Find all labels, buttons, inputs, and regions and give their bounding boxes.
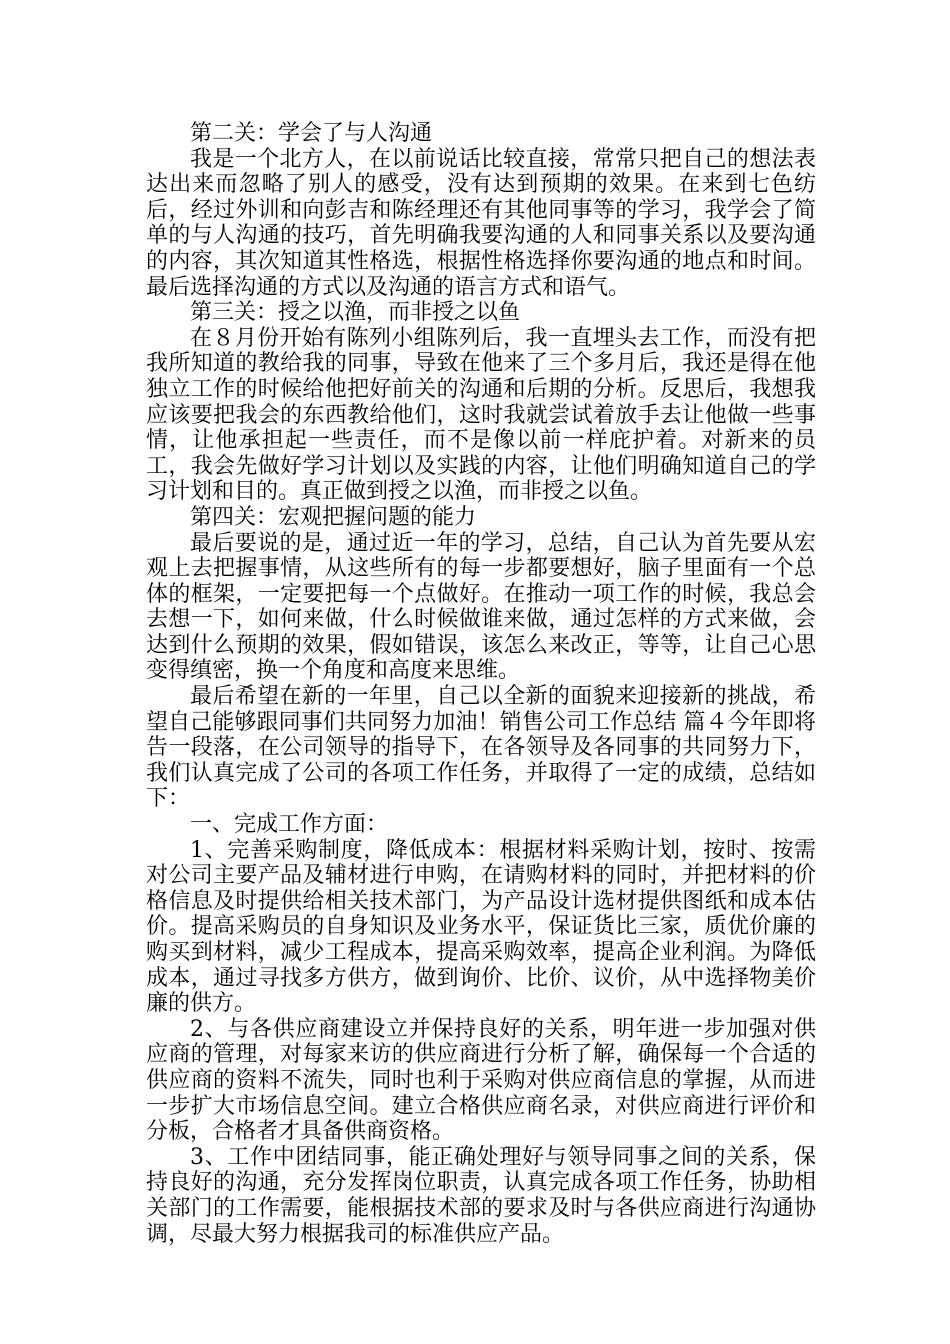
section-heading-2: 第二关：学会了与人沟通 bbox=[190, 121, 433, 146]
section-heading-4: 第四关：宏观把握问题的能力 bbox=[190, 504, 477, 530]
document-body bbox=[146, 121, 816, 1247]
paragraph-closing: 最后希望在新的一年里，自己以全新的面貌来迎接新的挑战，希望自己能够跟同事们共同努力加油！销售公司工作总结 篇４今年即将告一段落，在公司领导的指导下，在各领导及各同事的共同努力下，我们认真完成了公司的各项工作任务，并取得了一定的成绩，总结如下： bbox=[146, 684, 816, 812]
section-heading-3: 第三关：授之以渔，而非授之以鱼 bbox=[190, 300, 521, 326]
paragraph-teaching: 在８月份开始有陈列小组陈列后，我一直埋头去工作，而没有把我所知道的教给我的同事，导致在他来了三个多月后，我还是得在他独立工作的时候给他把好前关的沟通和后期的分析。反思后，我想我应该要把我会的东西教给他们，这时我就尝试着放手去让他做一些事情，让他承担起一些责任，而不是像以前一样庇护着。对新来的员工，我会先做好学习计划以及实践的内容，让他们明确知道自己的学习计划和目的。真正做到授之以渔，而非授之以鱼。 bbox=[146, 325, 816, 505]
paragraph-macro: 最后要说的是，通过近一年的学习，总结，自己认为首先要从宏观上去把握事情，从这些所有的每一步都要想好，脑子里面有一个总体的框架，一定要把每一个点做好。在推动一项工作的时候，我总会去想一下，如何来做，什么时候做谁来做，通过怎样的方式来做，会达到什么预期的效果，假如错误，该怎么来改正，等等，让自己心思变得缜密，换一个角度和高度来思维。 bbox=[146, 530, 816, 684]
list-item-2: 2、与各供应商建设立并保持良好的关系，明年进一步加强对供应商的管理，对每家来访的供应商进行分析了解，确保每一个合适的供应商的资料不流失，同时也利于采购对供应商信息的掌握，从而进一步扩大市场信息空间。建立合格供应商名录，对供应商进行评价和分板，合格者才具备供商资格。 bbox=[146, 1016, 816, 1145]
list-item-3: 3、工作中团结同事，能正确处理好与领导同事之间的关系，保持良好的沟通，充分发挥岗位职责，认真完成各项工作任务，协助相关部门的工作需要，能根据技术部的要求及时与各供应商进行沟通协调，尽最大努力根据我司的标准供应产品。 bbox=[146, 1144, 816, 1247]
paragraph-communication: 我是一个北方人，在以前说话比较直接，常常只把自己的想法表达出来而忽略了别人的感受，没有达到预期的效果。在来到七色纺后，经过外训和向彭吉和陈经理还有其他同事等的学习，我学会了简单的与人沟通的技巧，首先明确我要沟通的人和同事关系以及要沟通的内容，其次知道其性格选，根据性格选择你要沟通的地点和时间。最后选择沟通的方式以及沟通的语言方式和语气。 bbox=[146, 146, 816, 300]
work-heading: 一、完成工作方面： bbox=[190, 812, 389, 838]
list-item-1: 1、完善采购制度，降低成本：根据材料采购计划，按时、按需对公司主要产品及辅材进行申购，在请购材料的同时，并把材料的价格信息及时提供给相关技术部门，为产品设计选材提供图纸和成本估价。提高采购员的自身知识及业务水平，保证货比三家，质优价廉的购买到材料，减少工程成本，提高采购效率，提高企业利润。为降低成本，通过寻找多方供方，做到询价、比价、议价，从中选择物美价廉的供方。 bbox=[146, 837, 816, 1017]
